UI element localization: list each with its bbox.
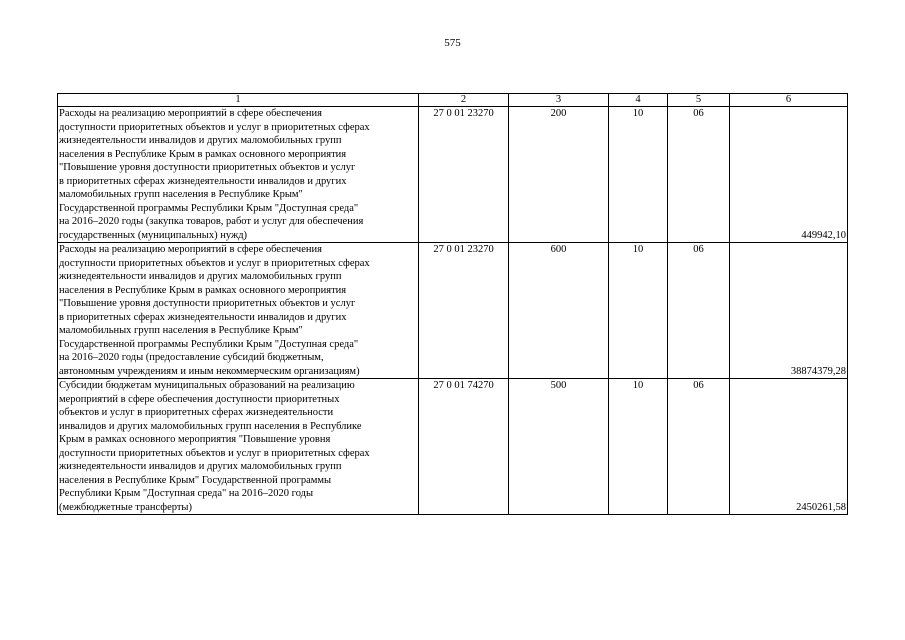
expense-type: 600 <box>509 243 609 379</box>
description-line: на 2016–2020 годы (предоставление субсидий бюджетным, <box>59 352 324 363</box>
description-line: Государственной программы Республики Крым "Доступная среда" <box>59 202 359 214</box>
description-line: Крым в рамках основного мероприятия "Повышение уровня <box>59 434 331 445</box>
description-line: доступности приоритетных объектов и услуг в приоритетных сферах <box>59 121 370 133</box>
description-line: в приоритетных сферах жизнедеятельности инвалидов и других <box>59 175 347 187</box>
amount-value: 449942,10 <box>730 107 848 243</box>
description-line: в приоритетных сферах жизнедеятельности инвалидов и других <box>59 311 347 323</box>
column-header: 2 <box>419 94 509 107</box>
target-code: 27 0 01 23270 <box>419 243 509 379</box>
description-line: государственных (муниципальных) нужд) <box>59 229 248 241</box>
description-line: мероприятий в сфере обеспечения доступности приоритетных <box>59 393 340 405</box>
description-line: (межбюджетные трансферты) <box>59 501 192 513</box>
amount-value: 38874379,28 <box>730 243 848 379</box>
description-line: "Повышение уровня доступности приоритетных объектов и услуг <box>59 162 356 173</box>
description-line: Расходы на реализацию мероприятий в сфере обеспечения <box>59 108 322 119</box>
expense-description <box>58 379 419 515</box>
description-line: доступности приоритетных объектов и услуг в приоритетных сферах <box>59 257 370 269</box>
column-header: 3 <box>509 94 609 107</box>
description-line: объектов и услуг в приоритетных сферах жизнедеятельности <box>59 407 334 418</box>
description-line: маломобильных групп населения в Республике Крым" <box>59 325 303 336</box>
expense-description <box>58 107 419 243</box>
subsection-code: 06 <box>668 243 730 379</box>
page-number: 575 <box>444 37 461 49</box>
subsection-code: 06 <box>668 379 730 515</box>
column-header: 4 <box>609 94 668 107</box>
description-line: жизнедеятельности инвалидов и других маломобильных групп <box>59 461 342 472</box>
description-line: доступности приоритетных объектов и услуг в приоритетных сферах <box>59 447 370 459</box>
table-row <box>58 107 848 243</box>
description-line: населения в Республике Крым в рамках основного мероприятия <box>59 148 347 160</box>
column-header: 6 <box>730 94 848 107</box>
target-code: 27 0 01 23270 <box>419 107 509 243</box>
subsection-code: 06 <box>668 107 730 243</box>
description-line: жизнедеятельности инвалидов и других маломобильных групп <box>59 271 342 282</box>
section-code: 10 <box>609 107 668 243</box>
column-header: 5 <box>668 94 730 107</box>
description-line: Республики Крым "Доступная среда" на 2016–2020 годы <box>59 488 314 499</box>
description-line: инвалидов и других маломобильных групп населения в Республике <box>59 420 362 432</box>
description-line: населения в Республике Крым в рамках основного мероприятия <box>59 284 347 296</box>
table-row <box>58 379 848 515</box>
description-line: автономным учреждениям и иным некоммерческим организациям) <box>59 365 360 377</box>
description-line: маломобильных групп населения в Республике Крым" <box>59 189 303 200</box>
expense-description <box>58 243 419 379</box>
expense-type: 200 <box>509 107 609 243</box>
target-code: 27 0 01 74270 <box>419 379 509 515</box>
budget-table <box>57 93 848 515</box>
description-line: Субсидии бюджетам муниципальных образований на реализацию <box>59 380 355 391</box>
amount-value: 2450261,58 <box>730 379 848 515</box>
table-row <box>58 243 848 379</box>
description-line: населения в Республике Крым" Государственной программы <box>59 474 332 486</box>
table-header-row <box>58 94 848 107</box>
section-code: 10 <box>609 243 668 379</box>
description-line: Государственной программы Республики Крым "Доступная среда" <box>59 338 359 350</box>
description-line: на 2016–2020 годы (закупка товаров, работ и услуг для обеспечения <box>59 216 364 227</box>
description-line: "Повышение уровня доступности приоритетных объектов и услуг <box>59 298 356 309</box>
description-line: Расходы на реализацию мероприятий в сфере обеспечения <box>59 244 322 255</box>
column-header: 1 <box>58 94 419 107</box>
description-line: жизнедеятельности инвалидов и других маломобильных групп <box>59 135 342 146</box>
section-code: 10 <box>609 379 668 515</box>
expense-type: 500 <box>509 379 609 515</box>
